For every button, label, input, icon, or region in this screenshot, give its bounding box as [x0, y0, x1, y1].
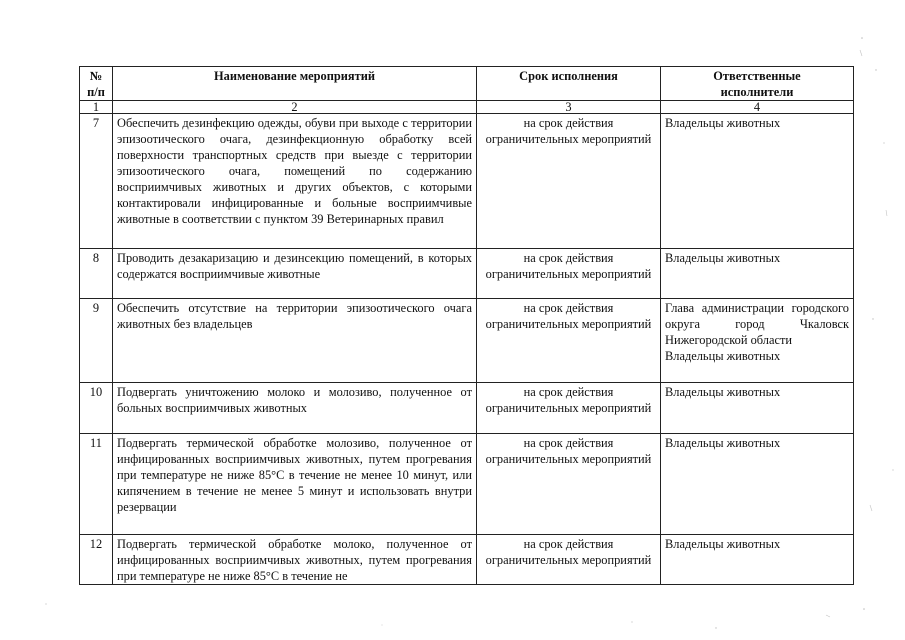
header-responsible: Ответственные исполнители	[661, 67, 854, 101]
measure-responsible: Владельцы животных	[661, 434, 854, 535]
row-number: 9	[80, 299, 113, 383]
row-number: 10	[80, 383, 113, 434]
measure-term: на срок действия ограничительных мероприятий	[477, 383, 661, 434]
row-number: 8	[80, 249, 113, 299]
table-row	[80, 114, 854, 249]
measure-name: Проводить дезакаризацию и дезинсекцию помещений, в которых содержатся восприимчивые животные	[113, 249, 477, 299]
column-number: 3	[477, 101, 661, 114]
table-row	[80, 383, 854, 434]
table-row	[80, 249, 854, 299]
measure-responsible: Владельцы животных	[661, 535, 854, 585]
column-number: 2	[113, 101, 477, 114]
measure-responsible: Владельцы животных	[661, 114, 854, 249]
measure-term: на срок действия ограничительных мероприятий	[477, 114, 661, 249]
column-number-row	[80, 101, 854, 114]
row-number: 7	[80, 114, 113, 249]
measure-name: Обеспечить отсутствие на территории эпизоотического очага животных без владельцев	[113, 299, 477, 383]
column-number: 4	[661, 101, 854, 114]
header-num: № п/п	[80, 67, 113, 101]
measure-responsible: Владельцы животных	[661, 383, 854, 434]
header-row	[80, 67, 854, 101]
column-number: 1	[80, 101, 113, 114]
table-row	[80, 299, 854, 383]
row-number: 11	[80, 434, 113, 535]
measure-name: Подвергать термической обработке молоко, полученное от инфицированных восприимчивых животных, путем прогревания при температуре не ниже 85°С в течение не	[113, 535, 477, 585]
measure-name: Подвергать термической обработке молозиво, полученное от инфицированных восприимчивых животных, путем прогревания при температуре не ниже 85°С в течение не менее 10 минут, или кипячением в течение не менее 5 минут и использовать внутри резервации	[113, 434, 477, 535]
measure-term: на срок действия ограничительных мероприятий	[477, 249, 661, 299]
header-term: Срок исполнения	[477, 67, 661, 101]
measure-name: Обеспечить дезинфекцию одежды, обуви при выходе с территории эпизоотического очага, дезинфекционную обработку всей поверхности транспортных средств при выезде с территории эпизоотического очага, помещений по содержанию восприимчивых животных и других объектов, с которыми контактировали инфицированные и больные восприимчивые животные в соответствии с пунктом 39 Ветеринарных правил	[113, 114, 477, 249]
measure-term: на срок действия ограничительных мероприятий	[477, 434, 661, 535]
table-row	[80, 434, 854, 535]
header-name: Наименование мероприятий	[113, 67, 477, 101]
measures-table	[79, 66, 854, 585]
measure-term: на срок действия ограничительных мероприятий	[477, 299, 661, 383]
measure-name: Подвергать уничтожению молоко и молозиво, полученное от больных восприимчивых животных	[113, 383, 477, 434]
row-number: 12	[80, 535, 113, 585]
table-row	[80, 535, 854, 585]
measure-term: на срок действия ограничительных мероприятий	[477, 535, 661, 585]
measure-responsible: Глава администрации городского округа город Чкаловск Нижегородской области Владельцы животных	[661, 299, 854, 383]
measure-responsible: Владельцы животных	[661, 249, 854, 299]
